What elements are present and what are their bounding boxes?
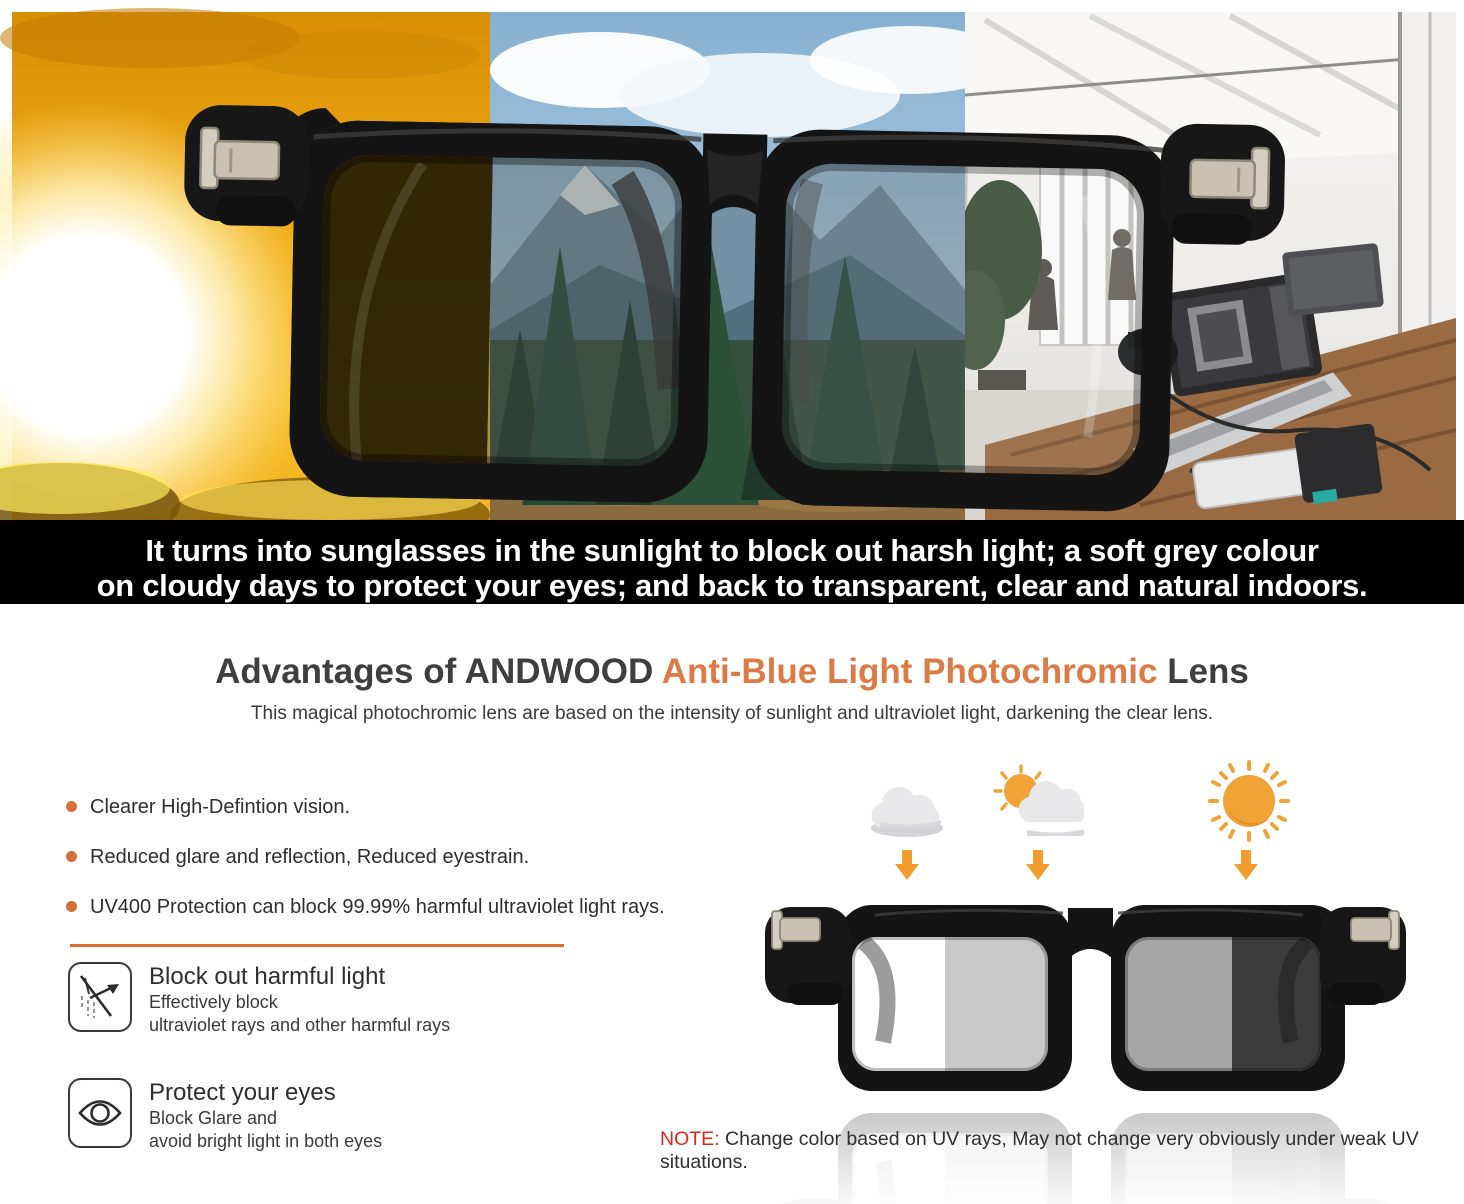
bullet-dot-icon xyxy=(66,801,77,812)
note-text xyxy=(660,1128,1440,1174)
page-title xyxy=(0,652,1464,692)
feature-line: ultraviolet rays and other harmful rays xyxy=(149,1015,451,1035)
bullet-dot-icon xyxy=(66,901,77,912)
note-label: NOTE: xyxy=(660,1128,720,1150)
sun-icon xyxy=(1208,760,1290,847)
feature-line: Block Glare and xyxy=(149,1108,278,1128)
hero-caption xyxy=(0,520,1464,604)
benefit-item xyxy=(66,896,686,919)
down-arrow-icon xyxy=(1234,850,1258,880)
benefit-text: UV400 Protection can block 99.99% harmful ultraviolet light rays. xyxy=(90,896,665,918)
benefit-text: Reduced glare and reflection, Reduced eyestrain. xyxy=(90,846,530,868)
benefit-item xyxy=(66,796,686,819)
feature-title: Protect your eyes xyxy=(149,1079,336,1106)
feature-text xyxy=(149,1078,382,1153)
demo-glasses xyxy=(763,897,1408,1102)
feature-block-protect-eyes xyxy=(68,1078,382,1153)
caption-line-2: on cloudy days to protect your eyes; and back to transparent, clear and natural indoors. xyxy=(96,568,1368,603)
feature-title: Block out harmful light xyxy=(149,963,386,990)
benefit-item xyxy=(66,846,686,869)
bullet-dot-icon xyxy=(66,851,77,862)
section-divider xyxy=(70,944,564,947)
benefit-text: Clearer High-Defintion vision. xyxy=(90,796,351,818)
down-arrow-icon xyxy=(1026,850,1050,880)
down-arrow-icon xyxy=(895,850,919,880)
page-subtitle: This magical photochromic lens are based on the intensity of sunlight and ultraviolet light, darkening the clear lens. xyxy=(250,703,1214,724)
note-body: Change color based on UV rays, May not change very obviously under weak UV situations. xyxy=(660,1128,1419,1173)
feature-line: Effectively block xyxy=(149,992,278,1012)
cloud-icon xyxy=(866,782,948,843)
eye-icon xyxy=(68,1078,132,1148)
title-accent: Anti-Blue Light Photochromic xyxy=(661,652,1158,691)
hero-banner xyxy=(0,0,1464,522)
blocked-rays-icon xyxy=(68,962,132,1032)
benefit-list xyxy=(66,796,686,946)
caption-line-1: It turns into sunglasses in the sunlight to block out harsh light; a soft grey colour xyxy=(145,533,1319,568)
feature-text xyxy=(149,962,450,1037)
hero-illustration xyxy=(0,0,1464,522)
title-prefix: Advantages of ANDWOOD xyxy=(215,652,662,691)
title-suffix: Lens xyxy=(1157,652,1249,691)
feature-block-harmful-light xyxy=(68,962,450,1037)
feature-line: avoid bright light in both eyes xyxy=(149,1131,383,1151)
sun-behind-cloud-icon xyxy=(992,764,1084,843)
